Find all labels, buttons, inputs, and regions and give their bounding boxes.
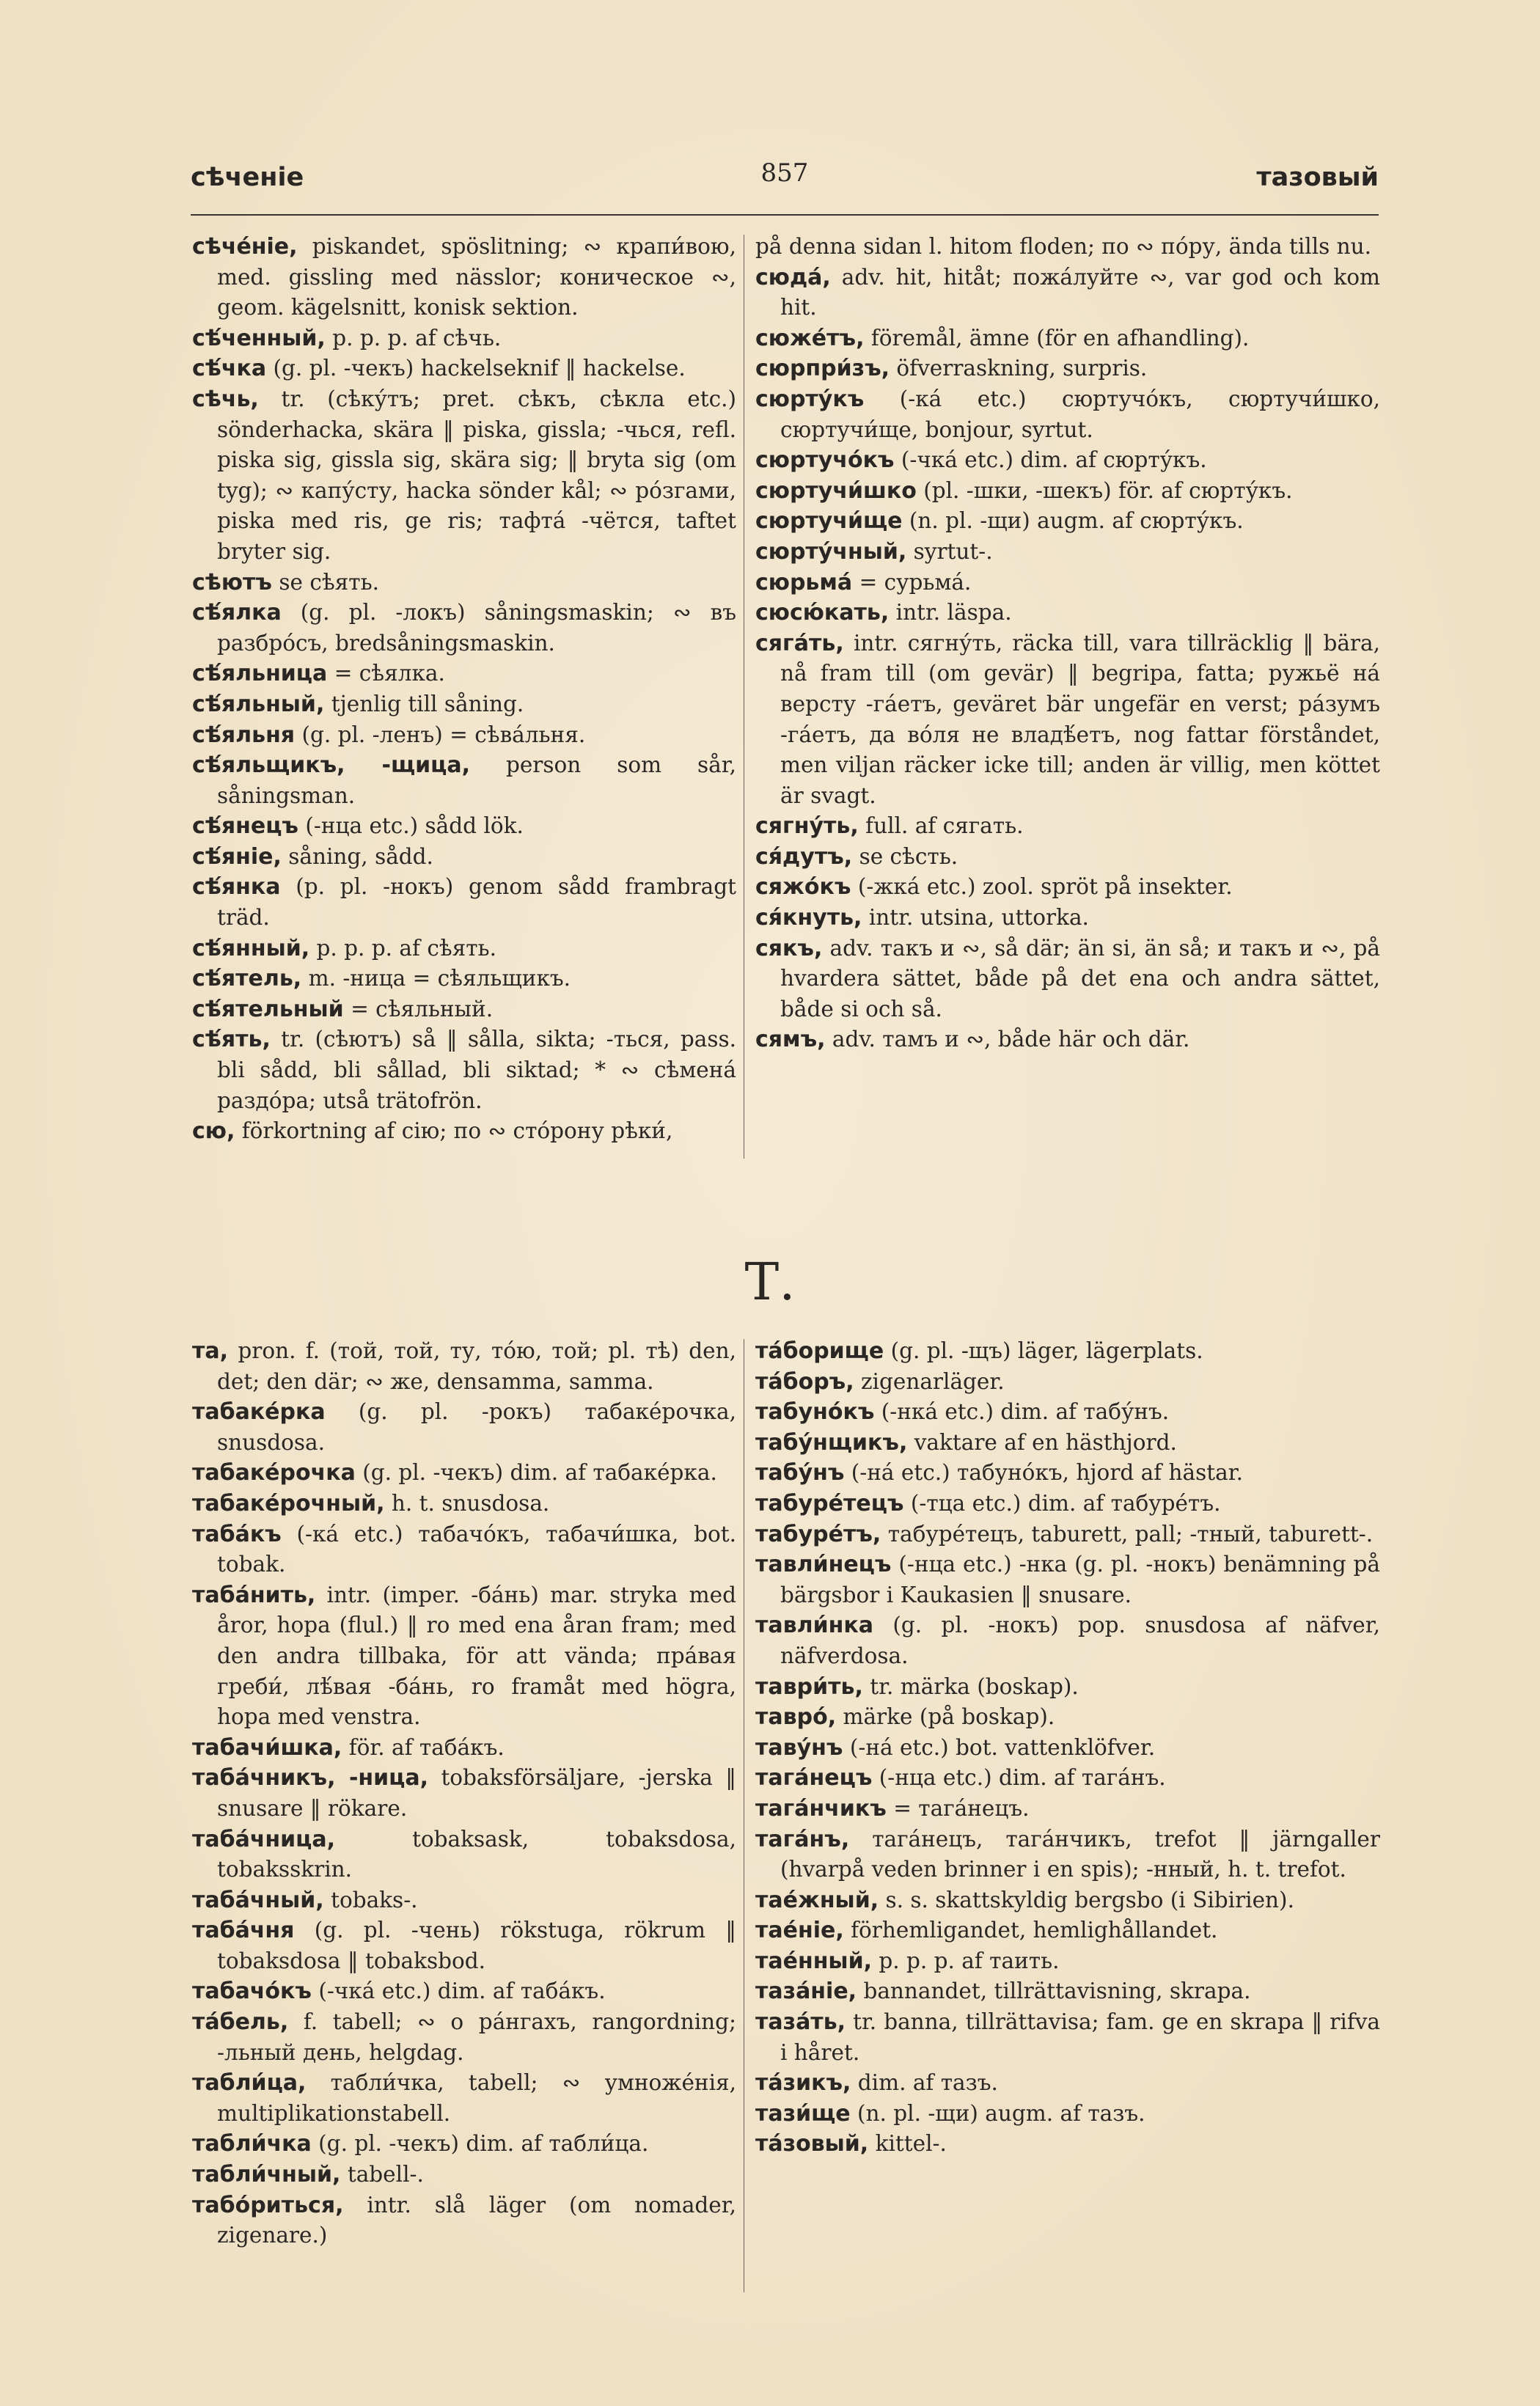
entry-headword: таба́чня: [192, 1918, 295, 1944]
dictionary-entry: [192, 1489, 736, 1519]
entry-headword: табачи́шка,: [192, 1734, 342, 1761]
entry-headword: сякъ,: [755, 935, 823, 961]
entry-headword: табуно́къ: [755, 1399, 875, 1426]
entry-definition: tobaksask, tobaksdosa, tobaksskrin.: [217, 1826, 736, 1882]
dictionary-entry: [755, 2129, 1380, 2160]
entry-headword: та́боръ,: [755, 1368, 854, 1395]
entry-headword: таву́нъ: [755, 1734, 843, 1761]
dictionary-entry: [755, 537, 1380, 568]
entry-headword: таба́чница,: [192, 1826, 336, 1852]
dictionary-entry: [755, 1702, 1380, 1733]
entry-headword: сѣ́яльня: [192, 722, 296, 748]
dictionary-entry: [755, 353, 1380, 384]
entry-headword: тази́ще: [755, 2100, 851, 2127]
entry-headword: таба́чникъ, -ница,: [192, 1765, 429, 1791]
entry-headword: сѣ́ятель,: [192, 966, 302, 992]
entry-headword: сюртучи́ще: [755, 508, 903, 535]
entry-headword: табо́риться,: [192, 2192, 344, 2218]
dictionary-entry: [755, 1489, 1380, 1519]
dictionary-entry: [192, 1458, 736, 1489]
dictionary-entry: [192, 750, 736, 811]
entry-headword: сюда́,: [755, 264, 831, 290]
dictionary-entry: [755, 1428, 1380, 1459]
entry-headword: тага́нъ,: [755, 1826, 850, 1852]
dictionary-entry: [755, 1458, 1380, 1489]
entry-definition: tr. (сѣютъ) så ‖ sålla, sikta; -ться, pass. bli sådd, bli sållad, bli siktad; * ∾ сѣмена́ раздо́ра; utså trätofrön.: [217, 1027, 736, 1113]
dictionary-entry: [192, 384, 736, 568]
entry-headword: тае́жный,: [755, 1887, 879, 1913]
dictionary-entry: [755, 1610, 1380, 1671]
dictionary-entry: [192, 934, 736, 964]
dictionary-entry: [192, 568, 736, 598]
entry-definition: tr. banna, tillrättavisa; fam. ge en skrapa ‖ rifva i håret.: [780, 2009, 1380, 2065]
column-top-right: [755, 232, 1380, 1055]
entry-headword: сѣ́ять,: [192, 1027, 271, 1053]
entry-definition: (g. pl. -нокъ) pop. snusdosa af näfver, näfverdosa.: [780, 1613, 1380, 1668]
entry-headword: табуре́тъ,: [755, 1521, 881, 1547]
entry-headword: сямъ,: [755, 1027, 826, 1053]
entry-headword: сѣ́яльный,: [192, 691, 325, 717]
dictionary-entry: [755, 476, 1380, 507]
entry-definition: = сѣялка.: [334, 661, 445, 686]
entry-headword: сюрпри́зъ,: [755, 356, 890, 382]
dictionary-entry: [192, 964, 736, 994]
dictionary-entry: [192, 994, 736, 1025]
dictionary-entry: [755, 934, 1380, 1025]
dictionary-entry: [755, 506, 1380, 537]
entry-definition: förkortning af сію; по ∾ сто́рону рѣки́,: [241, 1118, 673, 1144]
entry-definition: intr. slå läger (om nomader, zigenare.): [217, 2192, 736, 2248]
dictionary-entry: [192, 1580, 736, 1733]
entry-definition: dim. af тазъ.: [857, 2070, 998, 2096]
dictionary-entry: [192, 1024, 736, 1116]
entry-headword: та́борище: [755, 1338, 884, 1364]
header-rule: [191, 214, 1379, 216]
entry-definition: (g. pl. -чекъ) dim. af табли́ца.: [318, 2131, 649, 2157]
entry-headword: сѣ́яльница: [192, 661, 328, 687]
entry-definition: p. p. p. af таить.: [879, 1948, 1060, 1973]
dictionary-entry: [192, 689, 736, 720]
dictionary-entry: [755, 2068, 1380, 2099]
entry-definition: kittel-.: [875, 2131, 947, 2157]
entry-definition: tobaksförsäljare, -jerska ‖ snusare ‖ rökare.: [217, 1765, 736, 1821]
entry-definition: (g. pl. -рокъ) табаке́рочка, snusdosa.: [217, 1399, 736, 1455]
entry-headword: сюрту́къ: [755, 386, 865, 412]
entry-definition: vaktare af en hästhjord.: [914, 1429, 1177, 1455]
entry-headword: та,: [192, 1338, 229, 1364]
header-left-word: сѣченіе: [191, 163, 304, 192]
dictionary-entry: [192, 1519, 736, 1580]
entry-definition: (g. pl. -чень) rökstuga, rökrum ‖ tobaksdosa ‖ tobaksbod.: [217, 1918, 736, 1973]
section-letter: Т.: [744, 1252, 796, 1312]
dictionary-entry: [755, 568, 1380, 598]
entry-headword: тае́нный,: [755, 1948, 872, 1974]
dictionary-entry: [192, 1915, 736, 1976]
entry-headword: табу́нщикъ,: [755, 1429, 908, 1456]
entry-definition: (-на́ etc.) табуно́къ, hjord af hästar.: [851, 1460, 1243, 1486]
dictionary-entry: [192, 1976, 736, 2007]
dictionary-entry: [755, 1336, 1380, 1367]
header-right-word: тазовый: [1256, 163, 1379, 192]
entry-definition: tr. (сѣку́тъ; pret. сѣкъ, сѣкла etc.) sönderhacka, skära ‖ piska, gissla; -чься, refl. piska sig, gissla sig, skära sig; ‖ bryta sig (om tyg); ∾ капу́сту, hacka sönder kål; ∾ ро́згами, piska med ris, ge ris; тафта́ -чётся, taftet bryter sig.: [217, 386, 736, 564]
entry-definition: (-нка́ etc.) dim. af табу́нъ.: [881, 1399, 1170, 1425]
entry-headword: сягну́ть,: [755, 813, 859, 840]
entry-definition: såning, sådd.: [288, 843, 433, 869]
entry-definition: tabell-.: [347, 2162, 424, 2187]
dictionary-entry: [755, 1763, 1380, 1794]
entry-headword: сю,: [192, 1118, 235, 1145]
column-top-left: [192, 232, 736, 1147]
entry-definition: m. -ница = сѣяльщикъ.: [308, 966, 571, 991]
entry-definition: (n. pl. -щи) augm. af сюрту́къ.: [909, 508, 1244, 534]
dictionary-entry: [192, 1397, 736, 1458]
entry-definition: табли́чка, tabell; ∾ умноже́нія, multiplikationstabell.: [217, 2070, 736, 2126]
entry-definition: adv. тамъ и ∾, både här och där.: [832, 1027, 1190, 1052]
entry-definition: (-нца etc.) dim. af тага́нъ.: [879, 1765, 1166, 1791]
entry-definition: p. p. p. af сѣять.: [316, 935, 496, 961]
column-bottom-right: [755, 1336, 1380, 2160]
entry-headword: таба́нить,: [192, 1582, 316, 1608]
dictionary-entry: [192, 2129, 736, 2160]
entry-headword: сѣ́янный,: [192, 935, 310, 961]
entry-definition: intr. сягну́ть, räcka till, vara tillräcklig ‖ bära, nå fram till (om gevär) ‖ begripa, fatta; ружьё на́ версту -га́етъ, geväret bär ungefär en verst; ра́зумъ -га́етъ, да во́ля не владѣ́етъ, nog fattar förståndet, men viljan räcker icke till; anden är villig, men köttet är svagt.: [780, 630, 1380, 808]
entry-headword: таба́къ: [192, 1521, 282, 1547]
dictionary-entry: [755, 842, 1380, 873]
entry-headword: таза́ніе,: [755, 1978, 857, 2005]
entry-headword: табли́чка: [192, 2131, 312, 2157]
entry-definition: adv. такъ и ∾, så där; än si, än så; и такъ и ∾, på hvardera sättet, både på det ena och andra sättet, både si och så.: [780, 935, 1380, 1022]
dictionary-entry: [755, 628, 1380, 812]
entry-headword: сѣ́чка: [192, 356, 267, 382]
entry-headword: сюсю́кать,: [755, 600, 890, 626]
entry-headword: таба́чный,: [192, 1887, 324, 1913]
dictionary-entry: [192, 353, 736, 384]
dictionary-entry: [755, 1397, 1380, 1428]
dictionary-entry: [755, 1794, 1380, 1824]
dictionary-entry: [192, 2160, 736, 2190]
entry-definition: tr. märka (boskap).: [870, 1673, 1079, 1699]
entry-definition: (-ка́ etc.) табачо́къ, табачи́шка, bot. tobak.: [217, 1521, 736, 1577]
entry-definition: (g. pl. -ленъ) = сѣва́льня.: [301, 722, 586, 747]
entry-definition: se сѣять.: [279, 569, 380, 595]
dictionary-entry: [192, 1733, 736, 1764]
entry-definition: (g. pl. -локъ) såningsmaskin; ∾ въ разбро́съ, bredsåningsmaskin.: [217, 600, 736, 656]
entry-definition: f. tabell; ∾ о ра́нгахъ, rangordning; -льный день, helgdag.: [217, 2009, 736, 2065]
entry-definition: bannandet, tillrättavisning, skrapa.: [863, 1978, 1251, 2004]
entry-definition: (-чка́ etc.) dim. af сюрту́къ.: [901, 447, 1207, 473]
entry-definition: tjenlig till såning.: [331, 691, 524, 716]
entry-headword: та́зовый,: [755, 2131, 869, 2157]
entry-definition: person som sår, såningsman.: [217, 752, 736, 808]
entry-definition: pron. f. (той, той, ту, то́ю, той; pl. тѣ) den, det; den där; ∾ же, densamma, samma.: [217, 1338, 736, 1394]
entry-headword: табу́нъ: [755, 1460, 845, 1486]
entry-definition: тага́нецъ, тага́нчикъ, trefot ‖ järngaller (hvarpå veden brinner i en spis); -нный, h. t. trefot.: [780, 1826, 1380, 1882]
entry-definition: intr. (imper. -ба́нь) mar. stryka med åror, hopa (flul.) ‖ ro med ena åran fram; med den andra tillbaka, för att vända; пра́вая греби́, лѣ́вая -ба́нь, ro framåt med högra, hopa med venstra.: [217, 1582, 736, 1730]
dictionary-entry: [192, 1763, 736, 1824]
entry-headword: сѣ́яльщикъ, -щица,: [192, 752, 471, 779]
dictionary-entry: [755, 1946, 1380, 1977]
entry-definition: p. p. p. af сѣчь.: [332, 325, 502, 351]
dictionary-entry: [192, 2007, 736, 2068]
entry-headword: тага́нецъ: [755, 1765, 873, 1791]
entry-definition: full. af сягать.: [865, 813, 1024, 839]
entry-definition: (-на́ etc.) bot. vattenklöfver.: [849, 1734, 1156, 1760]
entry-definition: табуре́тецъ, taburett, pall; -тный, taburett-.: [887, 1521, 1374, 1547]
entry-definition: (-нца etc.) -нка (g. pl. -нокъ) benämning på bärgsbor i Kaukasien ‖ snusare.: [780, 1552, 1380, 1607]
dictionary-entry: [755, 1367, 1380, 1398]
entry-headword: сѣ́янка: [192, 874, 281, 901]
entry-definition: s. s. skattskyldig bergsbo (i Sibirien).: [885, 1887, 1294, 1912]
entry-headword: табачо́къ: [192, 1978, 312, 2005]
entry-headword: та́зикъ,: [755, 2070, 851, 2097]
entry-headword: таври́ть,: [755, 1673, 863, 1700]
dictionary-entry: [755, 1824, 1380, 1885]
entry-headword: та́бель,: [192, 2009, 289, 2036]
dictionary-entry: [755, 1976, 1380, 2007]
dictionary-entry: [755, 1024, 1380, 1055]
entry-headword: тавли́нка: [755, 1613, 873, 1639]
entry-definition: = сурьма́.: [859, 569, 972, 595]
dictionary-entry: [755, 1915, 1380, 1946]
entry-definition: för. af таба́къ.: [348, 1734, 505, 1760]
entry-headword: сюрту́чный,: [755, 538, 907, 565]
entry-definition: på denna sidan l. hitom floden; по ∾ по́ру, ända tills nu.: [755, 234, 1372, 259]
dictionary-entry: [192, 1116, 736, 1147]
dictionary-entry: [755, 263, 1380, 323]
entry-headword: табуре́тецъ: [755, 1490, 904, 1516]
entry-headword: табаке́рочка: [192, 1460, 356, 1486]
dictionary-entry: [755, 1733, 1380, 1764]
entry-definition: öfverraskning, surpris.: [896, 356, 1148, 381]
entry-headword: сѣ́ятельный: [192, 996, 344, 1022]
dictionary-entry: [192, 720, 736, 751]
entry-headword: тавли́нецъ: [755, 1552, 892, 1578]
entry-definition: (n. pl. -щи) augm. af тазъ.: [857, 2100, 1145, 2126]
entry-definition: intr. läspa.: [895, 600, 1012, 626]
entry-definition: h. t. snusdosa.: [391, 1490, 550, 1516]
dictionary-entry: [755, 1519, 1380, 1550]
entry-headword: сѣ́ялка: [192, 600, 282, 626]
dictionary-entry: [755, 2099, 1380, 2130]
entry-definition: föremål, ämne (för en afhandling).: [870, 325, 1250, 351]
entry-definition: intr. utsina, uttorka.: [868, 905, 1089, 931]
dictionary-entry: [192, 2190, 736, 2251]
dictionary-entry: [755, 598, 1380, 628]
entry-definition: = тага́нецъ.: [893, 1795, 1030, 1821]
entry-headword: сюже́тъ,: [755, 325, 865, 351]
dictionary-entry: [755, 323, 1380, 354]
dictionary-entry: [192, 1336, 736, 1397]
entry-headword: ся́дутъ,: [755, 843, 853, 870]
entry-definition: (g. pl. -щъ) läger, lägerplats.: [890, 1338, 1203, 1363]
dictionary-entry: [192, 1824, 736, 1885]
entry-headword: сѣчь,: [192, 386, 259, 412]
entry-headword: сюртучо́къ: [755, 447, 895, 474]
entry-definition: zigenarläger.: [861, 1368, 1005, 1394]
dictionary-entry: [192, 842, 736, 873]
entry-definition: syrtut-.: [913, 538, 993, 564]
entry-headword: сѣ́янецъ: [192, 813, 298, 840]
entry-definition: = сѣяльный.: [351, 996, 494, 1022]
dictionary-entry: [755, 1885, 1380, 1916]
dictionary-entry: [192, 323, 736, 354]
entry-headword: тае́ніе,: [755, 1918, 844, 1944]
entry-definition: märke (på boskap).: [843, 1704, 1055, 1730]
running-head: [191, 158, 1379, 199]
entry-headword: сѣ́яніе,: [192, 843, 282, 870]
entry-definition: (g. pl. -чекъ) hackelseknif ‖ hackelse.: [273, 356, 686, 381]
entry-headword: тавро́,: [755, 1704, 837, 1731]
entry-headword: сѣютъ: [192, 569, 272, 595]
dictionary-entry: [755, 811, 1380, 842]
dictionary-entry: [192, 1885, 736, 1916]
dictionary-entry: [192, 811, 736, 842]
entry-headword: сѣче́ніе,: [192, 234, 298, 260]
dictionary-entry: [755, 872, 1380, 903]
entry-headword: сяжо́къ: [755, 874, 851, 901]
entry-definition: (p. pl. -нокъ) genom sådd frambragt träd.: [217, 874, 736, 931]
entry-definition: (-ка́ etc.) сюртучо́къ, сюртучи́шко, сюртучи́ще, bonjour, syrtut.: [780, 386, 1380, 442]
entry-definition: tobaks-.: [331, 1887, 418, 1912]
dictionary-entry: [192, 2068, 736, 2129]
dictionary-entry: [192, 598, 736, 659]
column-bottom-left: [192, 1336, 736, 2251]
dictionary-entry: [755, 1672, 1380, 1703]
entry-definition: (g. pl. -чекъ) dim. af табаке́рка.: [362, 1460, 717, 1486]
entry-definition: piskandet, spöslitning; ∾ крапи́вою, med. gissling med nässlor; коническое ∾, geom. kägelsnitt, konisk sektion.: [217, 234, 736, 320]
entry-definition: (-нца etc.) sådd lök.: [305, 813, 524, 839]
entry-headword: ся́кнуть,: [755, 905, 862, 931]
entry-headword: сяга́ть,: [755, 630, 844, 656]
entry-headword: сѣ́ченный,: [192, 325, 326, 351]
entry-headword: табли́чный,: [192, 2162, 341, 2188]
entry-definition: (-тца etc.) dim. af табуре́тъ.: [910, 1490, 1221, 1516]
entry-definition: (-жка́ etc.) zool. spröt på insekter.: [857, 874, 1233, 900]
entry-definition: (-чка́ etc.) dim. af таба́къ.: [318, 1978, 606, 2004]
entry-headword: тага́нчикъ: [755, 1795, 887, 1822]
page-number: 857: [760, 158, 809, 188]
entry-headword: сюрьма́: [755, 569, 853, 595]
entry-headword: табли́ца,: [192, 2070, 307, 2097]
dictionary-entry: [755, 2007, 1380, 2068]
dictionary-entry: [192, 232, 736, 323]
dictionary-entry: [192, 659, 736, 689]
dictionary-entry: [755, 384, 1380, 445]
dictionary-entry: [755, 903, 1380, 934]
entry-definition: (pl. -шки, -шекъ) för. af сюрту́къ.: [923, 477, 1293, 503]
entry-definition: se сѣсть.: [859, 843, 958, 869]
dictionary-entry: [755, 232, 1380, 263]
entry-headword: сюртучи́шко: [755, 477, 917, 504]
dictionary-entry: [755, 445, 1380, 476]
dictionary-entry: [192, 872, 736, 933]
dictionary-entry: [755, 1549, 1380, 1610]
entry-definition: adv. hit, hitåt; пожа́луйте ∾, var god och kom hit.: [780, 264, 1380, 320]
entry-headword: табаке́рка: [192, 1399, 326, 1426]
entry-headword: таза́ть,: [755, 2009, 846, 2036]
entry-headword: табаке́рочный,: [192, 1490, 385, 1516]
entry-definition: förhemligandet, hemlighållandet.: [851, 1918, 1218, 1943]
